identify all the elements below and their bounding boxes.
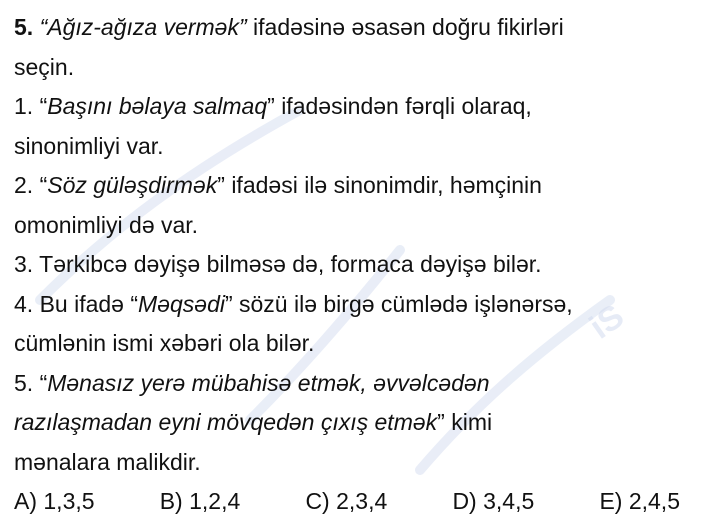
statement-3: 3. Tərkibcə dəyişə bilməsə də, formaca dəyişə bilər. [14,251,542,277]
question-stem [14,8,699,48]
statement-5-end: mənalara malikdir. [14,448,201,475]
question-block [14,8,699,522]
question-stem-line2: seçin. [14,53,75,80]
statement-4-cont: cümlənin ismi xəbəri ola bilər. [14,330,315,356]
statement-5: 5. “Mənasız yerə mübahisə etmək, əvvəlcədən [14,369,490,396]
question-number: 5. [14,14,34,40]
answer-option-e[interactable]: E) 2,4,5 [599,488,680,514]
statement-5-cont: razılaşmadan eyni mövqedən çıxış etmək” kimi [14,409,493,435]
statement-1: 1. “Başını bəlaya salmaq” ifadəsindən fərqli olaraq, [14,93,532,119]
answer-option-b[interactable]: B) 1,2,4 [159,488,241,514]
statement-2-cont: omonimliyi də var. [14,211,199,238]
answer-option-c[interactable]: C) 2,3,4 [305,488,388,514]
answer-options [14,482,680,522]
answer-option-d[interactable]: D) 3,4,5 [452,488,535,514]
statement-4: 4. Bu ifadə “Məqsədi” sözü ilə birgə cümlədə işlənərsə, [14,290,573,317]
svg-text:iS: iS [582,296,631,347]
answer-option-a[interactable]: A) 1,3,5 [14,488,95,514]
question-text: ifadəsinə əsasən doğru fikirləri [246,14,564,40]
statement-1-cont: sinonimliyi var. [14,132,164,159]
statement-2: 2. “Söz güləşdirmək” ifadəsi ilə sinonimdir, həmçinin [14,172,542,198]
question-idiom: “Ağız-ağıza vermək” [39,14,247,40]
